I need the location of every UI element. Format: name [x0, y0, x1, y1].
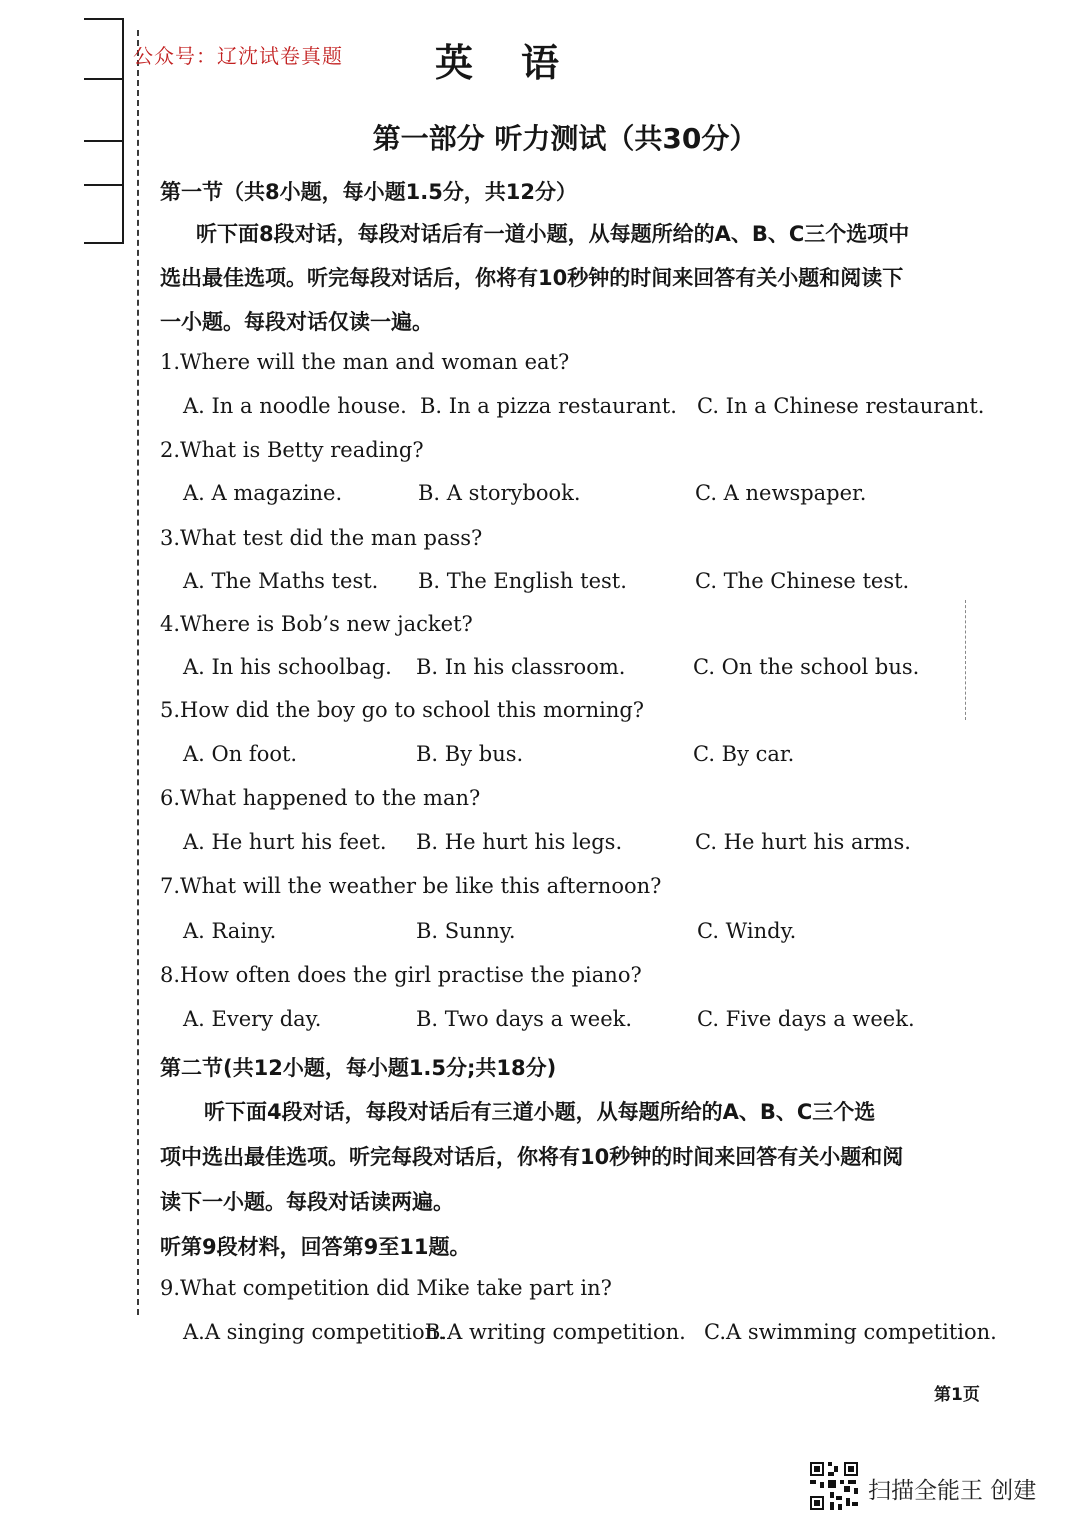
option-c: C. Five days a week. — [697, 1007, 915, 1031]
section2-instruction-line: 听下面4段对话，每段对话后有三道小题，从每题所给的A、B、C三个选 — [204, 1100, 876, 1124]
option-c: C. By car. — [693, 742, 795, 766]
watermark: 公众号：辽沈试卷真题 — [133, 44, 343, 68]
section2-instruction-line: 读下一小题。每段对话读两遍。 — [160, 1190, 454, 1214]
section1-instruction-line: 一小题。每段对话仅读一遍。 — [160, 310, 433, 334]
question-stem: 8.How often does the girl practise the piano? — [160, 963, 642, 987]
part-title: 第一部分 听力测试（共30分） — [372, 122, 758, 155]
binding-line — [84, 78, 122, 80]
option-b: B. The English test. — [418, 569, 627, 593]
scan-artifact-line — [965, 600, 966, 720]
question-stem: 1.Where will the man and woman eat? — [160, 350, 570, 374]
section1-instruction-line: 听下面8段对话，每段对话后有一道小题，从每题所给的A、B、C三个选项中 — [196, 222, 910, 246]
question-stem: 6.What happened to the man? — [160, 786, 481, 810]
option-a: A. Every day. — [183, 1007, 322, 1031]
option-a: A. A magazine. — [183, 481, 343, 505]
option-c: C. The Chinese test. — [695, 569, 910, 593]
option-a: A.A singing competition. — [183, 1320, 445, 1344]
question-stem: 3.What test did the man pass? — [160, 526, 483, 550]
option-a: A. Rainy. — [183, 919, 277, 943]
option-b: B. Two days a week. — [416, 1007, 633, 1031]
option-b: B.A writing competition. — [425, 1320, 686, 1344]
option-b: B. A storybook. — [418, 481, 581, 505]
binding-line — [84, 184, 122, 186]
option-b: B. Sunny. — [416, 919, 516, 943]
question-stem: 9.What competition did Mike take part in? — [160, 1276, 612, 1300]
option-c: C. A newspaper. — [695, 481, 867, 505]
section2-heading: 第二节(共12小题，每小题1.5分;共18分) — [160, 1056, 557, 1080]
option-a: A. The Maths test. — [183, 569, 379, 593]
seal-line — [137, 30, 139, 1315]
section2-instruction-line: 项中选出最佳选项。听完每段对话后，你将有10秒钟的时间来回答有关小题和阅 — [160, 1145, 904, 1169]
question-stem: 5.How did the boy go to school this morning? — [160, 698, 645, 722]
option-c: C. Windy. — [697, 919, 797, 943]
option-a: A. In his schoolbag. — [183, 655, 392, 679]
option-c: C.A swimming competition. — [704, 1320, 997, 1344]
option-a: A. In a noodle house. — [183, 394, 407, 418]
option-a: A. On foot. — [183, 742, 298, 766]
subject-title: 英语 — [435, 41, 608, 85]
binding-line — [84, 242, 122, 244]
option-c: C. On the school bus. — [693, 655, 920, 679]
binding-line — [84, 18, 122, 20]
option-b: B. By bus. — [416, 742, 524, 766]
question-stem: 2.What is Betty reading? — [160, 438, 424, 462]
option-c: C. In a Chinese restaurant. — [697, 394, 985, 418]
qr-code-icon — [808, 1460, 860, 1512]
option-b: B. In a pizza restaurant. — [420, 394, 677, 418]
option-b: B. In his classroom. — [416, 655, 626, 679]
option-a: A. He hurt his feet. — [183, 830, 387, 854]
scanner-credit: 扫描全能王 创建 — [868, 1478, 1037, 1504]
question-stem: 7.What will the weather be like this afternoon? — [160, 874, 662, 898]
question-stem: 4.Where is Bob’s new jacket? — [160, 612, 473, 636]
section1-instruction-line: 选出最佳选项。听完每段对话后，你将有10秒钟的时间来回答有关小题和阅读下 — [160, 266, 904, 290]
material-note: 听第9段材料，回答第9至11题。 — [160, 1235, 471, 1259]
page-number: 第1页 — [934, 1385, 980, 1405]
option-c: C. He hurt his arms. — [695, 830, 911, 854]
section1-heading: 第一节（共8小题，每小题1.5分，共12分） — [160, 180, 578, 204]
option-b: B. He hurt his legs. — [416, 830, 623, 854]
